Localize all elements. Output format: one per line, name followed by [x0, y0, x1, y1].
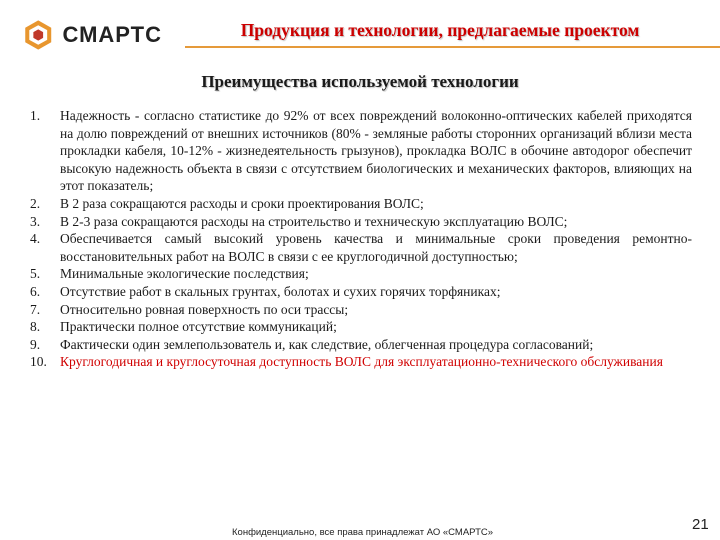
section-subtitle: Преимущества используемой технологии	[201, 72, 519, 91]
item-number: 5.	[30, 266, 41, 282]
slide-title: Продукция и технологии, предлагаемые проектом	[240, 20, 640, 40]
item-number: 2.	[30, 195, 41, 211]
confidential-notice: Конфиденциально, все права принадлежат АО «СМАРТС»	[232, 527, 494, 538]
item-number: 1.	[30, 108, 41, 123]
item-number: 3.	[30, 213, 41, 229]
item-number: 4.	[30, 231, 41, 247]
item-number: 6.	[30, 283, 41, 299]
item-text: Обеспечивается самый высокий уровень качества и минимальные сроки проведения ремонтно-восстановительных работ на ВОЛС в связи с ее круглогодичной доступностью;	[60, 231, 692, 264]
list-item-highlighted	[30, 353, 692, 371]
logo-hexagon-icon	[22, 15, 54, 55]
advantages-list	[30, 107, 692, 371]
item-text: Практически полное отсутствие коммуникаций;	[60, 319, 337, 335]
item-text: Фактически один землепользователь и, как следствие, облегченная процедура согласований;	[60, 336, 594, 352]
item-text: Круглогодичная и круглосуточная доступность ВОЛС для эксплуатационно-технического обслуживания	[60, 354, 663, 370]
company-logo	[22, 14, 162, 56]
item-number: 9.	[30, 336, 41, 352]
item-text: Отсутствие работ в скальных грунтах, болотах и сухих горячих торфяниках;	[60, 283, 501, 299]
item-text: В 2 раза сокращаются расходы и сроки проектирования ВОЛС;	[60, 195, 424, 211]
list-item	[30, 301, 692, 319]
list-item	[30, 265, 692, 283]
item-number: 8.	[30, 319, 41, 335]
item-text: Минимальные экологические последствия;	[60, 266, 309, 282]
item-text: Надежность - согласно статистике до 92% от всех повреждений волоконно-оптических кабелей приходятся на долю повреждений от внешних источников (80% - земляные работы сторонних организаций вблизи места прокладки кабеля, 10-12% - жизнедеятельность грызунов), прокладка ВОЛС в обочине автодорог обеспечит высокую надежность объекта в связи с отсутствием биологических и механических факторов, влияющих на этот показатель;	[60, 108, 692, 194]
logo-text: СМАРТС	[62, 22, 162, 47]
list-item	[30, 230, 692, 265]
list-item	[30, 318, 692, 336]
item-number: 10.	[30, 354, 47, 370]
header-divider	[185, 46, 720, 48]
item-text: В 2-3 раза сокращаются расходы на строительство и техническую эксплуатацию ВОЛС;	[60, 213, 568, 229]
list-item	[30, 195, 692, 213]
list-item	[30, 336, 692, 354]
list-item	[30, 283, 692, 301]
list-item	[30, 213, 692, 231]
item-number: 7.	[30, 301, 41, 317]
page-number: 21	[692, 516, 709, 533]
list-item	[30, 107, 692, 195]
item-text: Относительно ровная поверхность по оси трассы;	[60, 301, 349, 317]
